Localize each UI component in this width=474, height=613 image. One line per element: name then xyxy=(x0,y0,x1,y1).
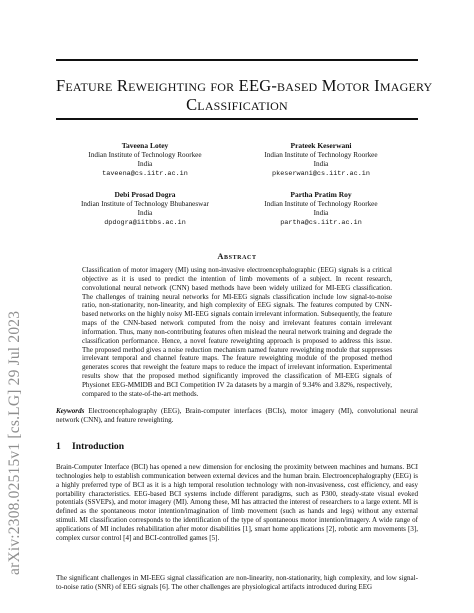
author-block xyxy=(60,190,230,228)
title-rule-top xyxy=(56,59,418,61)
author-email: dpdogra@iitbbs.ac.in xyxy=(104,218,186,227)
paper-title-line-1: Feature Reweighting for EEG-based Motor Imagery xyxy=(56,76,433,95)
author-country: India xyxy=(313,209,329,217)
author-name: Partha Pratim Roy xyxy=(290,190,352,199)
author-block xyxy=(60,141,230,179)
title-rule-bottom xyxy=(56,118,418,120)
author-email: pkeserwani@cs.iitr.ac.in xyxy=(272,169,370,178)
author-name: Debi Prosad Dogra xyxy=(114,190,176,199)
abstract-body: Classification of motor imagery (MI) using non-invasive electroencephalographic (EEG) signals is a critical objective as it is used to predict the intention of limb movements of a subject. In recent research, convolutional neural network (CNN) based methods have been widely utilized for MI-EEG classification. The challenges of training neural networks for MI-EEG signals classification include low signal-to-noise ratio, non-stationarity, non-linearity, and high complexity of EEG signals. The features computed by CNN-based networks on the highly noisy MI-EEG signals contain irrelevant information. Subsequently, the feature maps of the CNN-based network computed from the noisy and irrelevant features contain irrelevant information. Thus, many non-contributing features often mislead the neural network training and degrade the classification performance. Hence, a novel feature reweighting approach is proposed to address this issue. The proposed method gives a noise reduction mechanism named feature reweighting module that suppresses irrelevant temporal and channel feature maps. The feature reweighting module of the proposed method generates scores that reweight the feature maps to reduce the impact of irrelevant information. Experimental results show that the proposed method significantly improved the classification of MI-EEG signals of Physionet EEG-MMIDB and BCI Competition IV 2a datasets by a margin of 9.34% and 3.82%, respectively, compared to the state-of-the-art methods. xyxy=(82,266,392,398)
section-number: 1 xyxy=(56,441,61,452)
keywords xyxy=(56,407,418,425)
author-block xyxy=(236,190,406,228)
author-name: Prateek Keserwani xyxy=(290,141,352,150)
arxiv-identifier: arXiv:2308.02515v1 [cs.LG] 29 Jul 2023 xyxy=(6,310,23,575)
abstract-heading-text: Abstract xyxy=(217,252,257,261)
paper-title xyxy=(56,76,433,114)
author-affiliation: Indian Institute of Technology Roorkee xyxy=(88,150,202,159)
abstract-heading xyxy=(56,252,418,261)
keywords-text: Electroencephalography (EEG), Brain-computer interfaces (BCIs), motor imagery (MI), convolutional neural network (CNN), and feature reweighting. xyxy=(56,407,418,424)
author-name: Taveena Lotey xyxy=(121,141,169,150)
intro-paragraph-1: Brain-Computer Interface (BCI) has opened a new dimension for enclosing the proximity between machines and humans. BCI technologies help to establish communication between external devices and the human brain. Electroencephalography (EEG) is a highly preferred type of BCI as it is a high temporal resolution technology with non-invasiveness, cost efficiency, and easy portability characteristics. EEG-based BCI systems include different paradigms, such as P300, steady-state visual evoked potentials (SSVEPs), and motor imagery (MI). Among these, MI has attracted the interest of researchers to a large extent. MI is defined as the spontaneous motor intention/imagination of limb movement (such as hands and legs) without any external stimuli. MI classification corresponds to the identification of the type of spontaneous motor intention/imagery. A wide range of applications of MI includes rehabilitation after motor disabilities [1], smart home applications [2], robotic arm movements [3], complex cursor control [4] and BCI-controlled games [5]. xyxy=(56,463,418,542)
author-country: India xyxy=(313,160,329,168)
author-email: partha@cs.iitr.ac.in xyxy=(280,218,362,227)
author-country: India xyxy=(137,160,153,168)
author-country: India xyxy=(137,209,153,217)
paper-title-line-2: Classification xyxy=(186,95,288,114)
author-affiliation: Indian Institute of Technology Roorkee xyxy=(264,199,378,208)
section-heading xyxy=(56,441,124,452)
author-affiliation: Indian Institute of Technology Roorkee xyxy=(264,150,378,159)
section-title: Introduction xyxy=(72,441,125,452)
intro-paragraph-2: The significant challenges in MI-EEG signal classification are non-linearity, non-stationarity, high complexity, and low signal-to-noise ratio (SNR) of EEG signals [6]. The other challenges are physiological artifacts introduced during EEG xyxy=(56,574,418,591)
author-affiliation: Indian Institute of Technology Bhubaneswar xyxy=(81,199,209,208)
author-block xyxy=(236,141,406,179)
keywords-label: Keywords xyxy=(56,407,85,415)
author-email: taveena@cs.iitr.ac.in xyxy=(102,169,188,178)
